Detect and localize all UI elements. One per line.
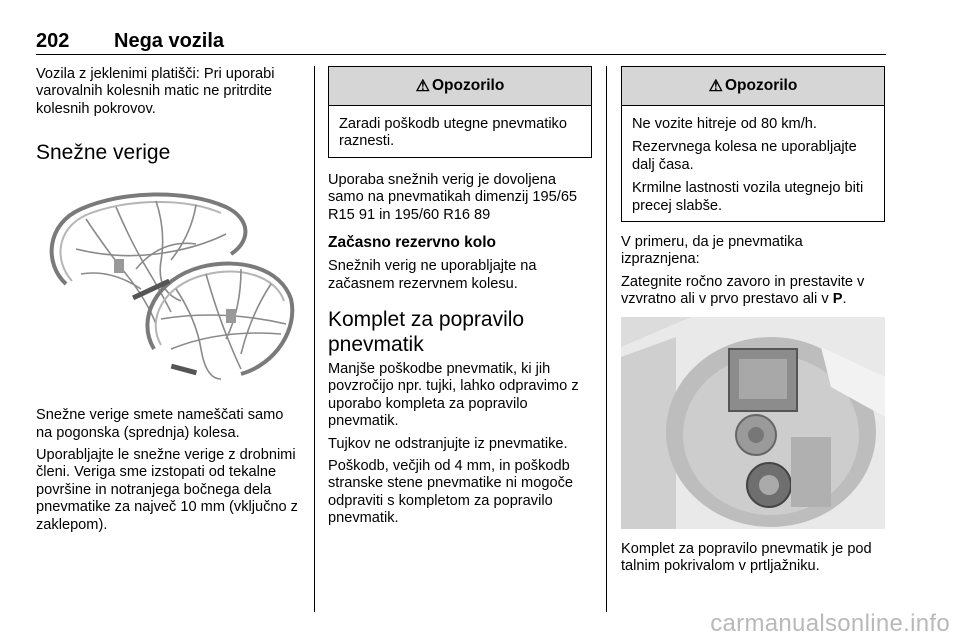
repair-kit-paragraph-1: Manjše poškodbe pnevmatik, ki jih povzročijo npr. tujki, lahko odpravimo z uporabo kompleta za popravilo pnevmatik. — [328, 361, 579, 430]
warning-triangle-icon: ⚠ — [708, 78, 723, 95]
snow-chains-paragraph-2: Uporabljajte le snežne verige z drobnimi členi. Veriga sme izstopati od tekalne površine in notranjega bočnega dela pnevmatike za največ 10 mm (vključno z zaklepom). — [36, 447, 298, 533]
warning-text: Zaradi poškodb utegne pnevmatiko raznesti. — [339, 116, 567, 150]
park-gear-letter: P — [832, 291, 843, 308]
column-divider-1 — [314, 66, 315, 612]
intro-paragraph: Vozila z jeklenimi platišči: Pri uporabi varovalnih kolesnih matic ne pritrdite kolesnih pokrovov. — [36, 66, 275, 117]
warning-box-spare — [621, 66, 885, 222]
warning-line-speed: Ne vozite hitreje od 80 km/h. — [632, 116, 817, 132]
warning-box-tire — [328, 66, 592, 158]
warning-header — [622, 67, 884, 106]
section-title: Nega vozila — [114, 30, 225, 52]
snow-chains-paragraph-1: Snežne verige smete nameščati samo na pogonska (sprednja) kolesa. — [36, 407, 284, 441]
chains-allowed-paragraph: Uporaba snežnih verig je dovoljena samo na pnevmatikah dimenzij 195/65 R15 91 in 195/60 R16 89 — [328, 172, 578, 223]
repair-kit-paragraph-3: Poškodb, večjih od 4 mm, in poškodb stranske stene pnevmatike ni mogoče odpraviti s kompletom za popravilo pnevmatik. — [328, 458, 573, 527]
column-2 — [328, 66, 592, 533]
warning-triangle-icon: ⚠ — [415, 78, 430, 95]
snow-chains-illustration — [36, 179, 300, 391]
deflated-tire-paragraph: V primeru, da je pnevmatika izpraznjena: — [621, 234, 803, 268]
watermark: carmanualsonline.info — [710, 610, 950, 637]
header-rule — [36, 54, 886, 55]
column-divider-2 — [606, 66, 607, 612]
page-number: 202 — [36, 30, 70, 52]
repair-kit-paragraph-2: Tujkov ne odstranjujte iz pnevmatike. — [328, 435, 568, 452]
repair-kit-photo — [621, 317, 885, 529]
snow-chains-heading: Snežne verige — [36, 141, 171, 165]
warning-header — [329, 67, 591, 106]
spare-wheel-paragraph: Snežnih verig ne uporabljajte na začasnem rezervnem kolesu. — [328, 258, 537, 292]
spare-wheel-subheading: Začasno rezervno kolo — [328, 234, 496, 252]
column-1 — [36, 66, 300, 539]
warning-title: Opozorilo — [725, 77, 798, 94]
warning-title: Opozorilo — [432, 77, 505, 94]
handbrake-paragraph: Zategnite ročno zavoro in prestavite v vzvratno ali v prvo prestavo ali v P. — [621, 273, 865, 308]
warning-line-handling: Krmilne lastnosti vozila utegnejo biti precej slabše. — [632, 180, 864, 214]
warning-line-duration: Rezervnega kolesa ne uporabljajte dalj časa. — [632, 139, 857, 173]
column-3 — [621, 66, 885, 580]
repair-kit-heading: Komplet za popravilo pnevmatik — [328, 308, 525, 357]
repair-kit-location-caption: Komplet za popravilo pnevmatik je pod talnim pokrivalom v prtljažniku. — [621, 540, 872, 575]
